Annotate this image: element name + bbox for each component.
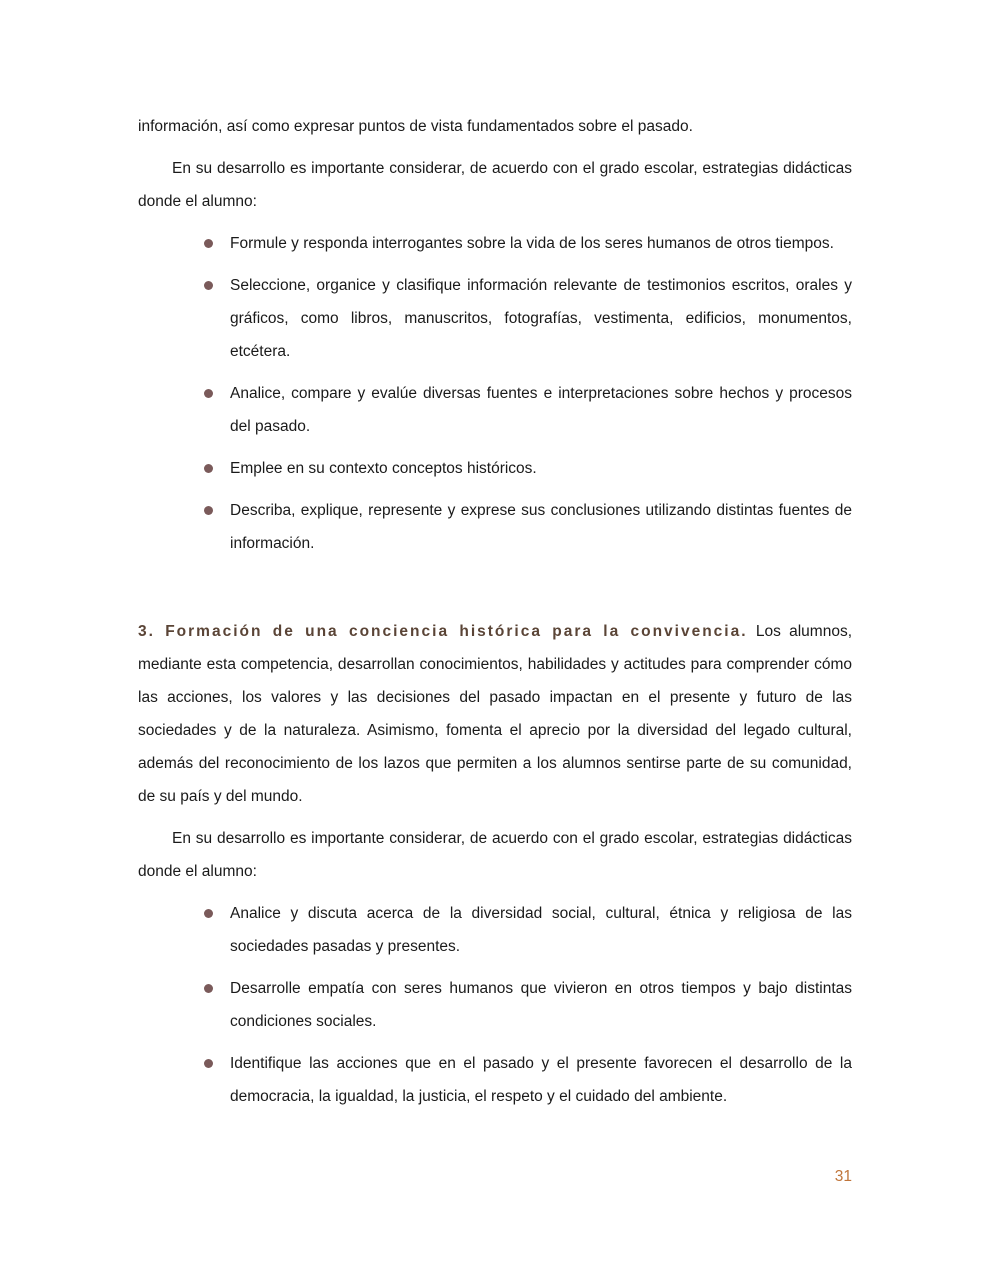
bullet-dot-icon [204, 909, 213, 918]
intro-paragraph-2: En su desarrollo es importante considerar, de acuerdo con el grado escolar, estrategias didácticas donde el alumno: [138, 830, 852, 880]
bullet-list-1 [138, 227, 852, 560]
list-item-text: Desarrolle empatía con seres humanos que vivieron en otros tiempos y bajo distintas condiciones sociales. [230, 980, 852, 1030]
list-item-text: Analice, compare y evalúe diversas fuentes e interpretaciones sobre hechos y procesos del pasado. [230, 385, 852, 435]
section-heading-period: . [741, 623, 748, 640]
list-item-text: Identifique las acciones que en el pasado y el presente favorecen el desarrollo de la democracia, la igualdad, la justicia, el respeto y el cuidado del ambiente. [230, 1055, 852, 1105]
bullet-dot-icon [204, 464, 213, 473]
list-item [230, 269, 852, 368]
list-item [230, 1047, 852, 1113]
page-content [138, 110, 852, 1122]
list-item [230, 227, 852, 260]
bullet-dot-icon [204, 506, 213, 515]
list-item-text: Seleccione, organice y clasifique información relevante de testimonios escritos, orales y gráficos, como libros, manuscritos, fotografías, vestimenta, edificios, monumentos, etcétera. [230, 277, 852, 360]
list-item-text: Describa, explique, represente y exprese sus conclusiones utilizando distintas fuentes de información. [230, 502, 852, 552]
bullet-dot-icon [204, 1059, 213, 1068]
list-item [230, 897, 852, 963]
intro-paragraph-1: En su desarrollo es importante considerar, de acuerdo con el grado escolar, estrategias didácticas donde el alumno: [138, 160, 852, 210]
section-body: Los alumnos, mediante esta competencia, desarrollan conocimientos, habilidades y actitudes para comprender cómo las acciones, los valores y las decisiones del pasado impactan en el presente y futuro de las sociedades y de la naturaleza. Asimismo, fomenta el aprecio por la diversidad del legado cultural, además del reconocimiento de los lazos que permiten a los alumnos sentirse parte de su comunidad, de su país y del mundo. [138, 623, 853, 805]
list-item-text: Analice y discuta acerca de la diversidad social, cultural, étnica y religiosa de las sociedades pasadas y presentes. [230, 905, 852, 955]
bullet-dot-icon [204, 984, 213, 993]
page-number: 31 [834, 1168, 852, 1185]
list-item [230, 452, 852, 485]
section-heading: 3. Formación de una conciencia histórica para la convivencia [138, 623, 742, 640]
section-3-paragraph [138, 615, 852, 813]
list-item-text: Formule y responda interrogantes sobre la vida de los seres humanos de otros tiempos. [230, 235, 834, 252]
bullet-dot-icon [204, 281, 213, 290]
list-item [230, 494, 852, 560]
continued-paragraph: información, así como expresar puntos de vista fundamentados sobre el pasado. [138, 118, 693, 135]
bullet-dot-icon [204, 389, 213, 398]
list-item-text: Emplee en su contexto conceptos históricos. [230, 460, 537, 477]
list-item [230, 377, 852, 443]
list-item [230, 972, 852, 1038]
bullet-list-2 [138, 897, 852, 1113]
bullet-dot-icon [204, 239, 213, 248]
